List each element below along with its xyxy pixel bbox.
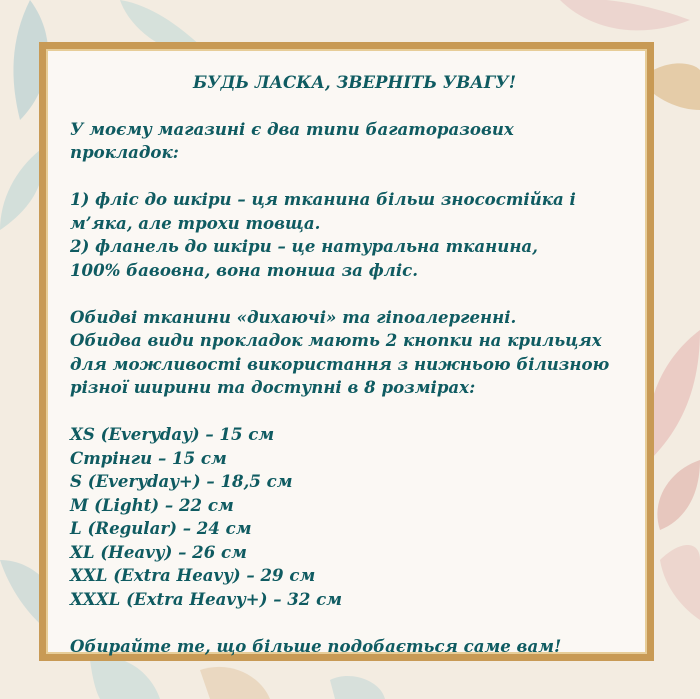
closing-line: Обирайте те, що більше подобається саме вам!: [70, 635, 562, 656]
intro-line: У моєму магазині є два типи багаторазових: [70, 118, 514, 139]
size-item-l: L (Regular) – 24 см: [70, 518, 252, 538]
intro-line: прокладок:: [70, 142, 179, 162]
size-item-xs: XS (Everyday) – 15 см: [70, 424, 275, 444]
size-list: [70, 423, 639, 611]
flower-icon: [647, 330, 700, 620]
size-item-xl: XL (Heavy) – 26 см: [70, 541, 247, 562]
size-item-s: S (Everyday+) – 18,5 см: [70, 471, 293, 491]
info-line: Обидва види прокладок мають 2 кнопки на крильцях: [70, 330, 602, 350]
notice-title: БУДЬ ЛАСКА, ЗВЕРНІТЬ УВАГУ!: [192, 72, 517, 92]
info-line: різної ширини та доступні в 8 розмірах:: [70, 377, 476, 397]
notice-card: [39, 42, 654, 661]
fabric-type-flannel: 2) фланель до шкіри – це натуральна тканина,: [70, 236, 538, 256]
info-line: для можливості використання з нижньою білизною: [70, 353, 610, 374]
fabric-type-fleece-cont: м’яка, але трохи товща.: [70, 212, 321, 233]
size-item-xxxl: XXXL (Extra Heavy+) – 32 см: [70, 588, 343, 609]
fabric-type-fleece: 1) фліс до шкіри – ця тканина більш зносостійка і: [70, 189, 576, 209]
size-item-thong: Стрінги – 15 см: [70, 447, 227, 468]
notice-content: [70, 71, 639, 658]
size-item-m: M (Light) – 22 см: [70, 494, 234, 515]
size-item-xxl: XXL (Extra Heavy) – 29 см: [70, 565, 316, 585]
fabric-type-flannel-cont: 100% бавовна, вона тонша за фліс.: [70, 259, 418, 280]
info-line: Обидві тканини «дихаючі» та гіпоалергенні.: [70, 306, 517, 327]
